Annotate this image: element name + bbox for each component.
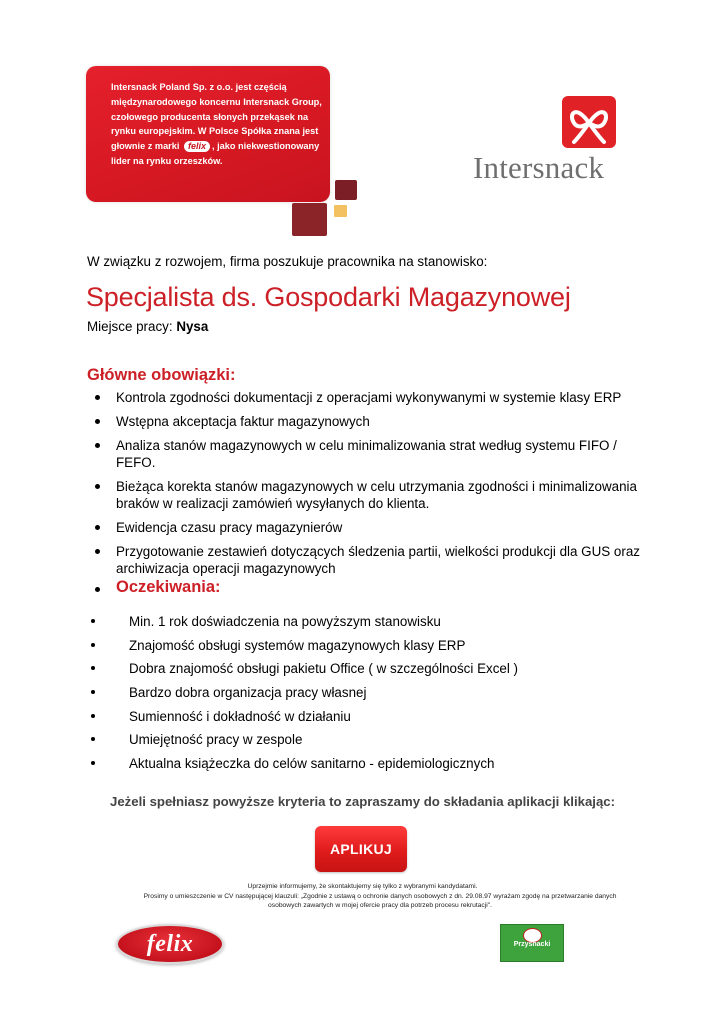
expectations-list bbox=[87, 613, 647, 779]
company-blurb-part1: Intersnack Poland Sp. z o.o. jest częścią międzynarodowego koncernu Intersnack Group, czołowego producenta słonych przekąsek na rynku europejskim. W Polsce Spółka znana jest głownie z marki bbox=[111, 82, 322, 152]
list-item: Analiza stanów magazynowych w celu minimalizowania strat według systemu FIFO / FEFO. bbox=[87, 437, 647, 471]
job-title: Specjalista ds. Gospodarki Magazynowej bbox=[86, 282, 571, 312]
list-item: Znajomość obsługi systemów magazynowych klasy ERP bbox=[87, 637, 647, 661]
duties-heading: Główne obowiązki: bbox=[87, 366, 236, 384]
list-item: Bieżąca korekta stanów magazynowych w celu utrzymania zgodności i minimalizowania braków w realizacji zamówień wysyłanych do klienta. bbox=[87, 478, 647, 512]
list-item: Wstępna akceptacja faktur magazynowych bbox=[87, 413, 647, 430]
decorative-square bbox=[292, 203, 327, 236]
apply-button[interactable]: APLIKUJ bbox=[315, 826, 407, 872]
przysnacki-logo bbox=[500, 924, 564, 962]
list-bullet bbox=[95, 587, 100, 592]
location-label: Miejsce pracy: bbox=[87, 319, 173, 334]
list-item: Kontrola zgodności dokumentacji z operacjami wykonywanymi w systemie klasy ERP bbox=[87, 389, 647, 406]
intro-text: W związku z rozwojem, firma poszukuje pracownika na stanowisko: bbox=[87, 254, 488, 269]
list-item: Ewidencja czasu pracy magazynierów bbox=[87, 519, 647, 536]
list-item: Przygotowanie zestawień dotyczących śledzenia partii, wielkości produkcji dla GUS oraz archiwizacja operacji magazynowych bbox=[87, 543, 647, 577]
list-item: Bardzo dobra organizacja pracy własnej bbox=[87, 684, 647, 708]
duties-list bbox=[87, 389, 647, 577]
list-item: Dobra znajomość obsługi pakietu Office ( w szczególności Excel ) bbox=[87, 660, 647, 684]
expectations-heading: Oczekiwania: bbox=[116, 578, 221, 596]
decorative-square bbox=[335, 180, 357, 200]
company-info-text bbox=[111, 80, 326, 169]
felix-mini-logo: felix bbox=[184, 141, 210, 152]
gdpr-clause: Prosimy o umieszczenie w CV następującej klauzuli: „Zgodnie z ustawą o ochronie danych osobowych z dn. 29.08.97 wyrażam zgodę na przetwarzanie danych osobowych zawartych w mojej ofercie pracy dla potrzeb procesu rekrutacji". bbox=[143, 893, 617, 909]
felix-logo: felix bbox=[116, 924, 224, 964]
cta-text: Jeżeli spełniasz powyższe kryteria to zapraszamy do składania aplikacji klikając: bbox=[109, 794, 616, 809]
list-item: Sumienność i dokładność w działaniu bbox=[87, 708, 647, 732]
work-location bbox=[87, 319, 208, 334]
disclaimer-line: Uprzejmie informujemy, że skontaktujemy się tylko z wybranymi kandydatami. bbox=[247, 883, 478, 890]
decorative-square bbox=[334, 205, 347, 217]
intersnack-bow-icon bbox=[562, 96, 616, 148]
przysnacki-label: Przysnacki bbox=[513, 941, 551, 948]
location-value: Nysa bbox=[176, 319, 209, 334]
list-item: Min. 1 rok doświadczenia na powyższym stanowisku bbox=[87, 613, 647, 637]
company-blurb-part2: , jako niekwestionowany lider na rynku orzeszków. bbox=[111, 141, 320, 166]
list-item: Aktualna książeczka do celów sanitarno - epidemiologicznych bbox=[87, 755, 647, 779]
list-item: Umiejętność pracy w zespole bbox=[87, 731, 647, 755]
intersnack-wordmark: Intersnack bbox=[473, 150, 605, 185]
